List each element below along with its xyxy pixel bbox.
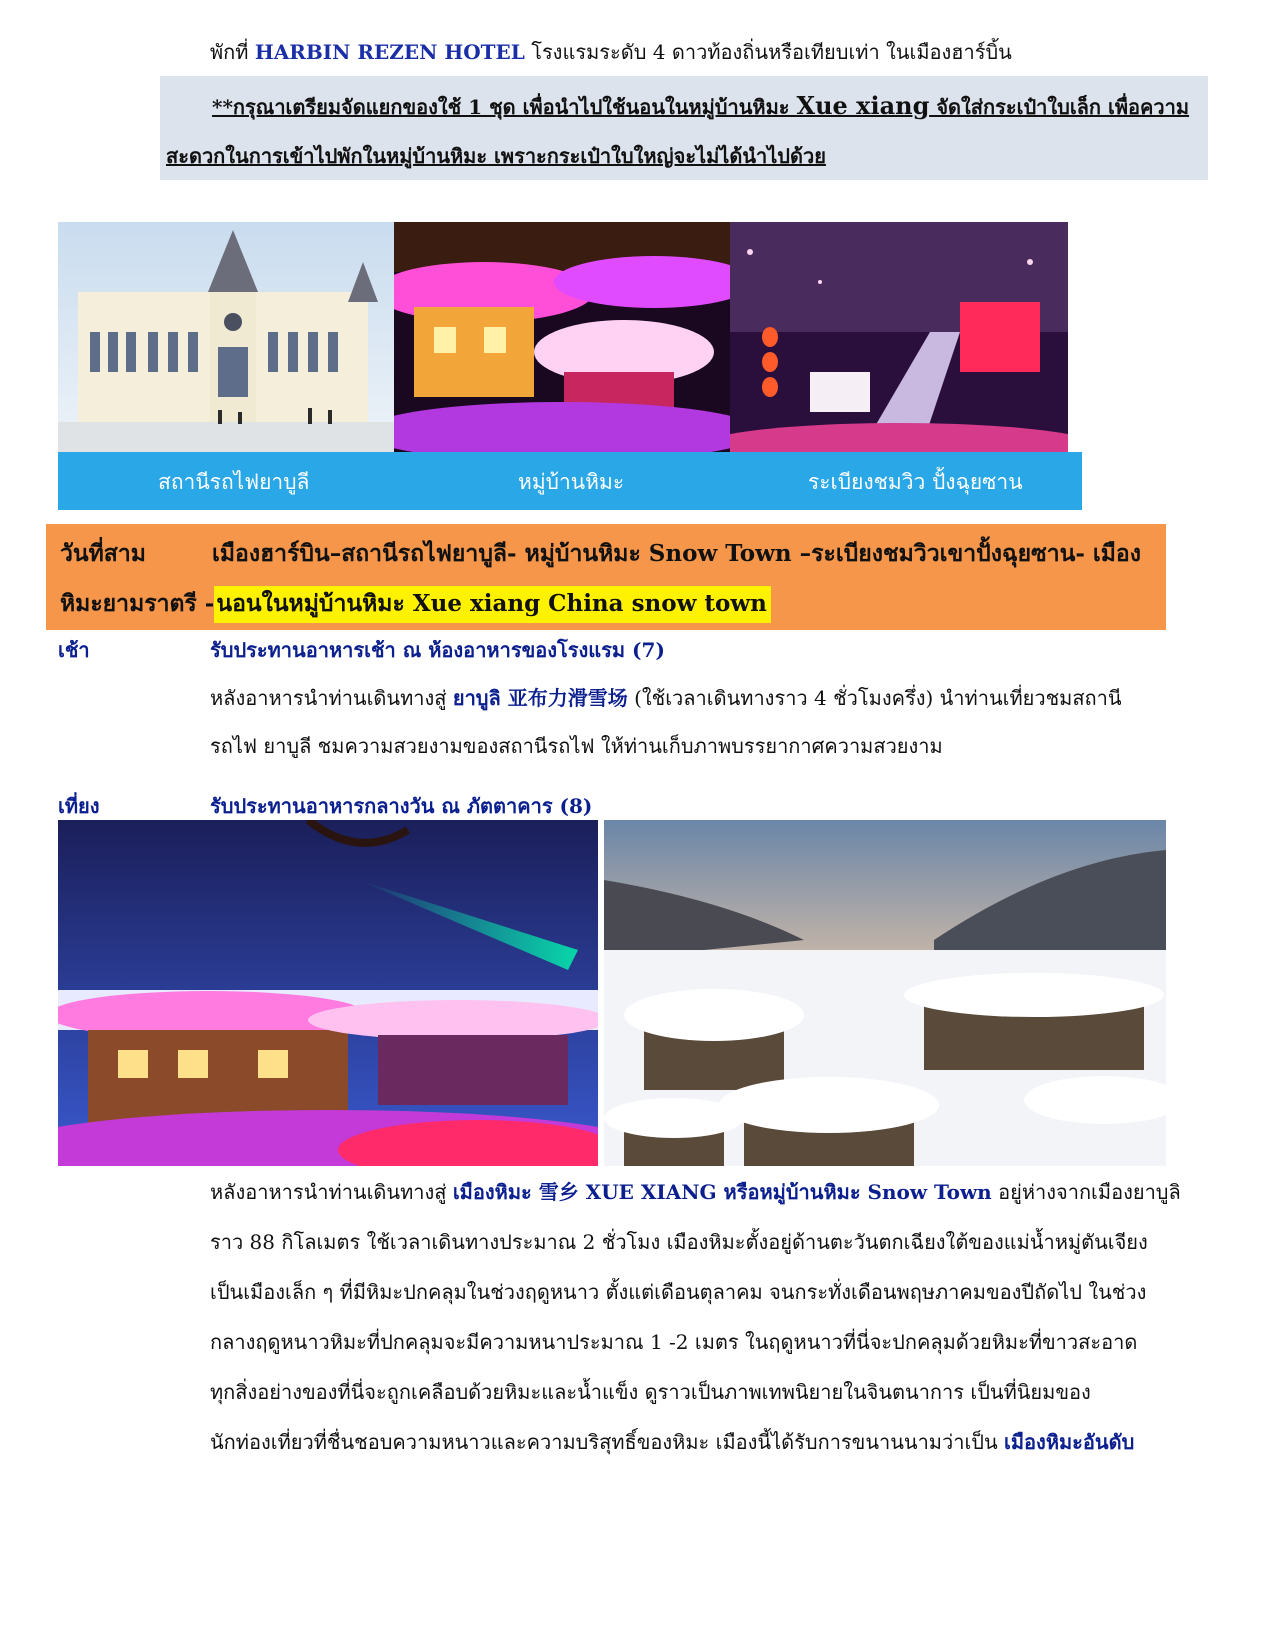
morning-p1-c: (ใช้เวลาเดินทางราว 4 ชั่วโมงครึ่ง) นำท่านเที่ยวชมสถานี: [627, 686, 1122, 710]
hotel-name: HARBIN REZEN HOTEL: [254, 40, 525, 64]
stay-prefix: พักที่: [210, 40, 255, 64]
note-line-1-c: จัดใส่กระเป๋าใบเล็ก เพื่อความ: [929, 95, 1190, 119]
afternoon-line-6: [210, 1430, 1134, 1454]
day-header-row-1: [60, 536, 146, 572]
afternoon-l6-a: นักท่องเที่ยวที่ชื่นชอบความหนาวและความบริสุทธิ์ของหิมะ เมืองนี้ได้รับการขนานนามว่าเป็น: [210, 1430, 1005, 1454]
day-title-line-2: [60, 586, 771, 622]
note-xue-xiang: Xue xiang: [796, 91, 930, 120]
day-title-line-2-a: หิมะยามราตรี -: [60, 590, 215, 617]
photo-viewpoint-stairs: [730, 222, 1068, 452]
day-title-highlight: นอนในหมู่บ้านหิมะ Xue xiang China snow town: [214, 586, 771, 623]
lunch-line: รับประทานอาหารกลางวัน ณ ภัตตาคาร (8): [210, 794, 593, 818]
photo-snow-town-night: [58, 820, 598, 1166]
packing-note-box: [160, 76, 1208, 180]
day-title-line-1: เมืองฮาร์บิน–สถานีรถไฟยาบูลี- หมู่บ้านหิมะ Snow Town –ระเบียงชมวิวเขาปั้งฉุยซาน- เมือง: [212, 540, 1141, 567]
yabuli-name: ยาบูลิ 亚布力滑雪场: [452, 686, 628, 710]
breakfast-line: รับประทานอาหารเช้า ณ ห้องอาหารของโรงแรม (7): [210, 638, 665, 662]
photo-caption-bar: [58, 452, 1082, 510]
day-header: [46, 524, 1166, 630]
caption-viewpoint: ระเบียงชมวิว ปั้งฉุยซาน: [808, 470, 1023, 494]
stay-suffix: โรงแรมระดับ 4 ดาวท้องถิ่นหรือเทียบเท่า ในเมืองฮาร์บิ้น: [524, 40, 1012, 64]
afternoon-l1-c: อยู่ห่างจากเมืองยาบูลิ: [991, 1180, 1181, 1204]
photo-snow-town-day: [604, 820, 1166, 1166]
stay-line: [210, 40, 1012, 64]
caption-train-station: สถานีรถไฟยาบูลี: [158, 470, 310, 494]
afternoon-line-3: เป็นเมืองเล็ก ๆ ที่มีหิมะปกคลุมในช่วงฤดูหนาว ตั้งแต่เดือนตุลาคม จนกระทั่งเดือนพฤษภาคมของปีถัดไป ในช่วง: [210, 1280, 1147, 1304]
morning-label: เช้า: [58, 638, 90, 662]
day-label: วันที่สาม: [60, 540, 146, 567]
afternoon-line-1: [210, 1180, 1181, 1204]
afternoon-line-2: ราว 88 กิโลเมตร ใช้เวลาเดินทางประมาณ 2 ชั่วโมง เมืองหิมะตั้งอยู่ด้านตะวันตกเฉียงใต้ของแม่น้ำหมู่ตันเจียง: [210, 1230, 1148, 1254]
afternoon-l1-a: หลังอาหารนำท่านเดินทางสู่: [210, 1180, 453, 1204]
caption-snow-village: หมู่บ้านหิมะ: [518, 470, 625, 494]
noon-label: เที่ยง: [58, 794, 100, 818]
note-line-1-a: **กรุณาเตรียมจัดแยกของใช้ 1 ชุด เพื่อนำไปใช้นอนในหมู่บ้านหิมะ: [212, 95, 797, 119]
snow-town-rank: เมืองหิมะอันดับ: [1004, 1430, 1135, 1454]
note-line-1: [212, 91, 1190, 120]
morning-paragraph-line-1: [210, 686, 1122, 710]
morning-p1-a: หลังอาหารนำท่านเดินทางสู่: [210, 686, 453, 710]
morning-paragraph-line-2: รถไฟ ยาบูลี ชมความสวยงามของสถานีรถไฟ ให้ท่านเก็บภาพบรรยากาศความสวยงาม: [210, 734, 943, 758]
photo-train-station: [58, 222, 394, 452]
afternoon-line-4: กลางฤดูหนาวหิมะที่ปกคลุมจะมีความหนาประมาณ 1 -2 เมตร ในฤดูหนาวที่นี่จะปกคลุมด้วยหิมะที่ขาวสะอาด: [210, 1330, 1138, 1354]
afternoon-line-5: ทุกสิ่งอย่างของที่นี่จะถูกเคลือบด้วยหิมะและน้ำแข็ง ดูราวเป็นภาพเทพนิยายในจินตนาการ เป็นที่นิยมของ: [210, 1380, 1091, 1404]
note-line-2: สะดวกในการเข้าไปพักในหมู่บ้านหิมะ เพราะกระเป๋าใบใหญ่จะไม่ได้นำไปด้วย: [166, 144, 826, 168]
xue-xiang-name: เมืองหิมะ 雪乡 XUE XIANG หรือหมู่บ้านหิมะ Snow Town: [452, 1180, 992, 1204]
photo-snow-village: [394, 222, 730, 452]
